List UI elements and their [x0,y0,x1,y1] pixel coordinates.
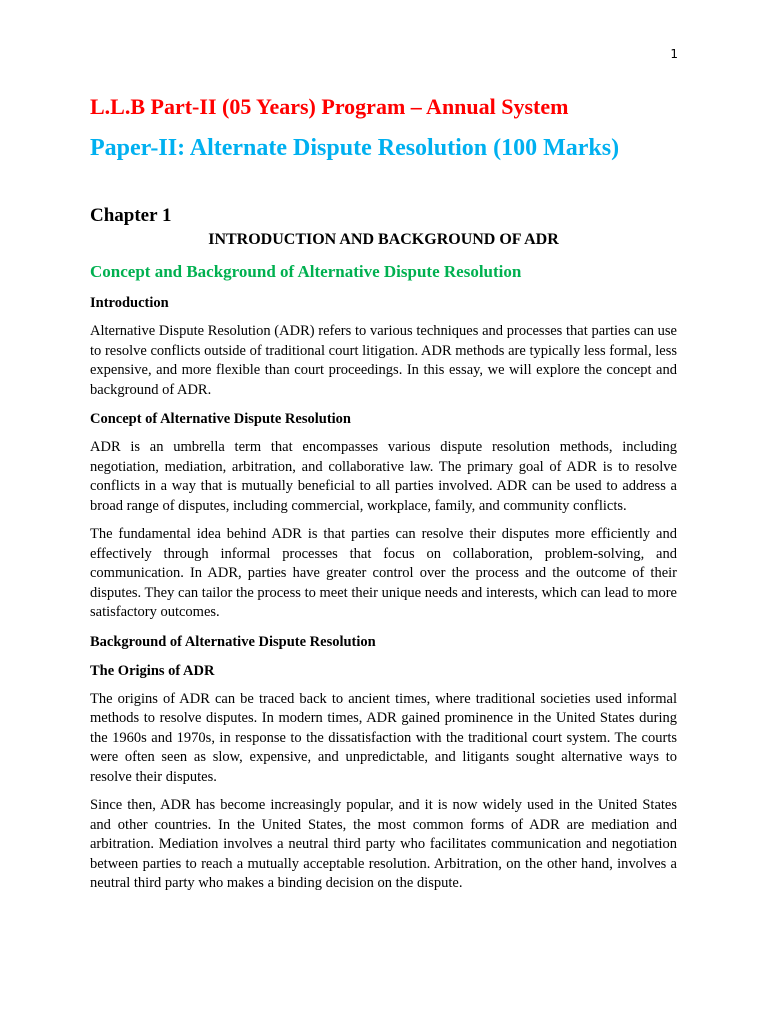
program-title: L.L.B Part-II (05 Years) Program – Annual System [90,94,569,119]
chapter-label: Chapter 1 [90,205,172,226]
concept-paragraph-2: The fundamental idea behind ADR is that parties can resolve their disputes more efficiently and effectively through informal processes that focus on collaboration, problem-solving, and communication. In ADR, parties have greater control over the process and the outcome of their disputes. They can tailor the process to meet their unique needs and interests, which can lead to more satisfactory outcomes. [90,526,677,620]
origins-paragraph-1: The origins of ADR can be traced back to ancient times, where traditional societies used informal methods to resolve disputes. In modern times, ADR gained prominence in the United States during the 1960s and 1970s, in response to the dissatisfaction with the traditional court system. The courts were often seen as slow, expensive, and unpredictable, and litigants sought alternative ways to resolve their disputes. [90,690,677,785]
introduction-paragraph: Alternative Dispute Resolution (ADR) refers to various techniques and processes that parties can use to resolve conflicts outside of traditional court litigation. ADR methods are typically less formal, less expensive, and more flexible than court proceedings. In this essay, we will explore the concept and background of ADR. [90,323,677,398]
section-heading: Concept and Background of Alternative Dispute Resolution [90,262,522,281]
document-body [90,92,677,894]
origins-heading: The Origins of ADR [90,662,215,679]
concept-heading: Concept of Alternative Dispute Resolution [90,411,351,427]
paper-name: Paper-II: Alternate Dispute Resolution [90,135,488,161]
page-number: 1 [670,47,678,61]
chapter-subtitle: INTRODUCTION AND BACKGROUND OF ADR [208,231,559,248]
background-heading: Background of Alternative Dispute Resolution [90,633,376,650]
concept-paragraph-1: ADR is an umbrella term that encompasses various dispute resolution methods, including negotiation, mediation, arbitration, and collaborative law. The primary goal of ADR is to resolve conflicts in a way that is mutually beneficial to all parties involved. ADR can be used to address a broad range of disputes, including commercial, workplace, family, and community conflicts. [90,439,677,514]
paper-title [90,131,677,165]
introduction-heading: Introduction [90,295,169,311]
origins-paragraph-2: Since then, ADR has become increasingly popular, and it is now widely used in the United States and other countries. In the United States, the most common forms of ADR are mediation and arbitration. Mediation involves a neutral third party who facilitates communication and negotiation between parties to reach a mutually acceptable resolution. Arbitration, on the other hand, involves a neutral third party who makes a binding decision on the dispute. [90,797,677,891]
paper-marks: (100 Marks) [493,135,620,161]
